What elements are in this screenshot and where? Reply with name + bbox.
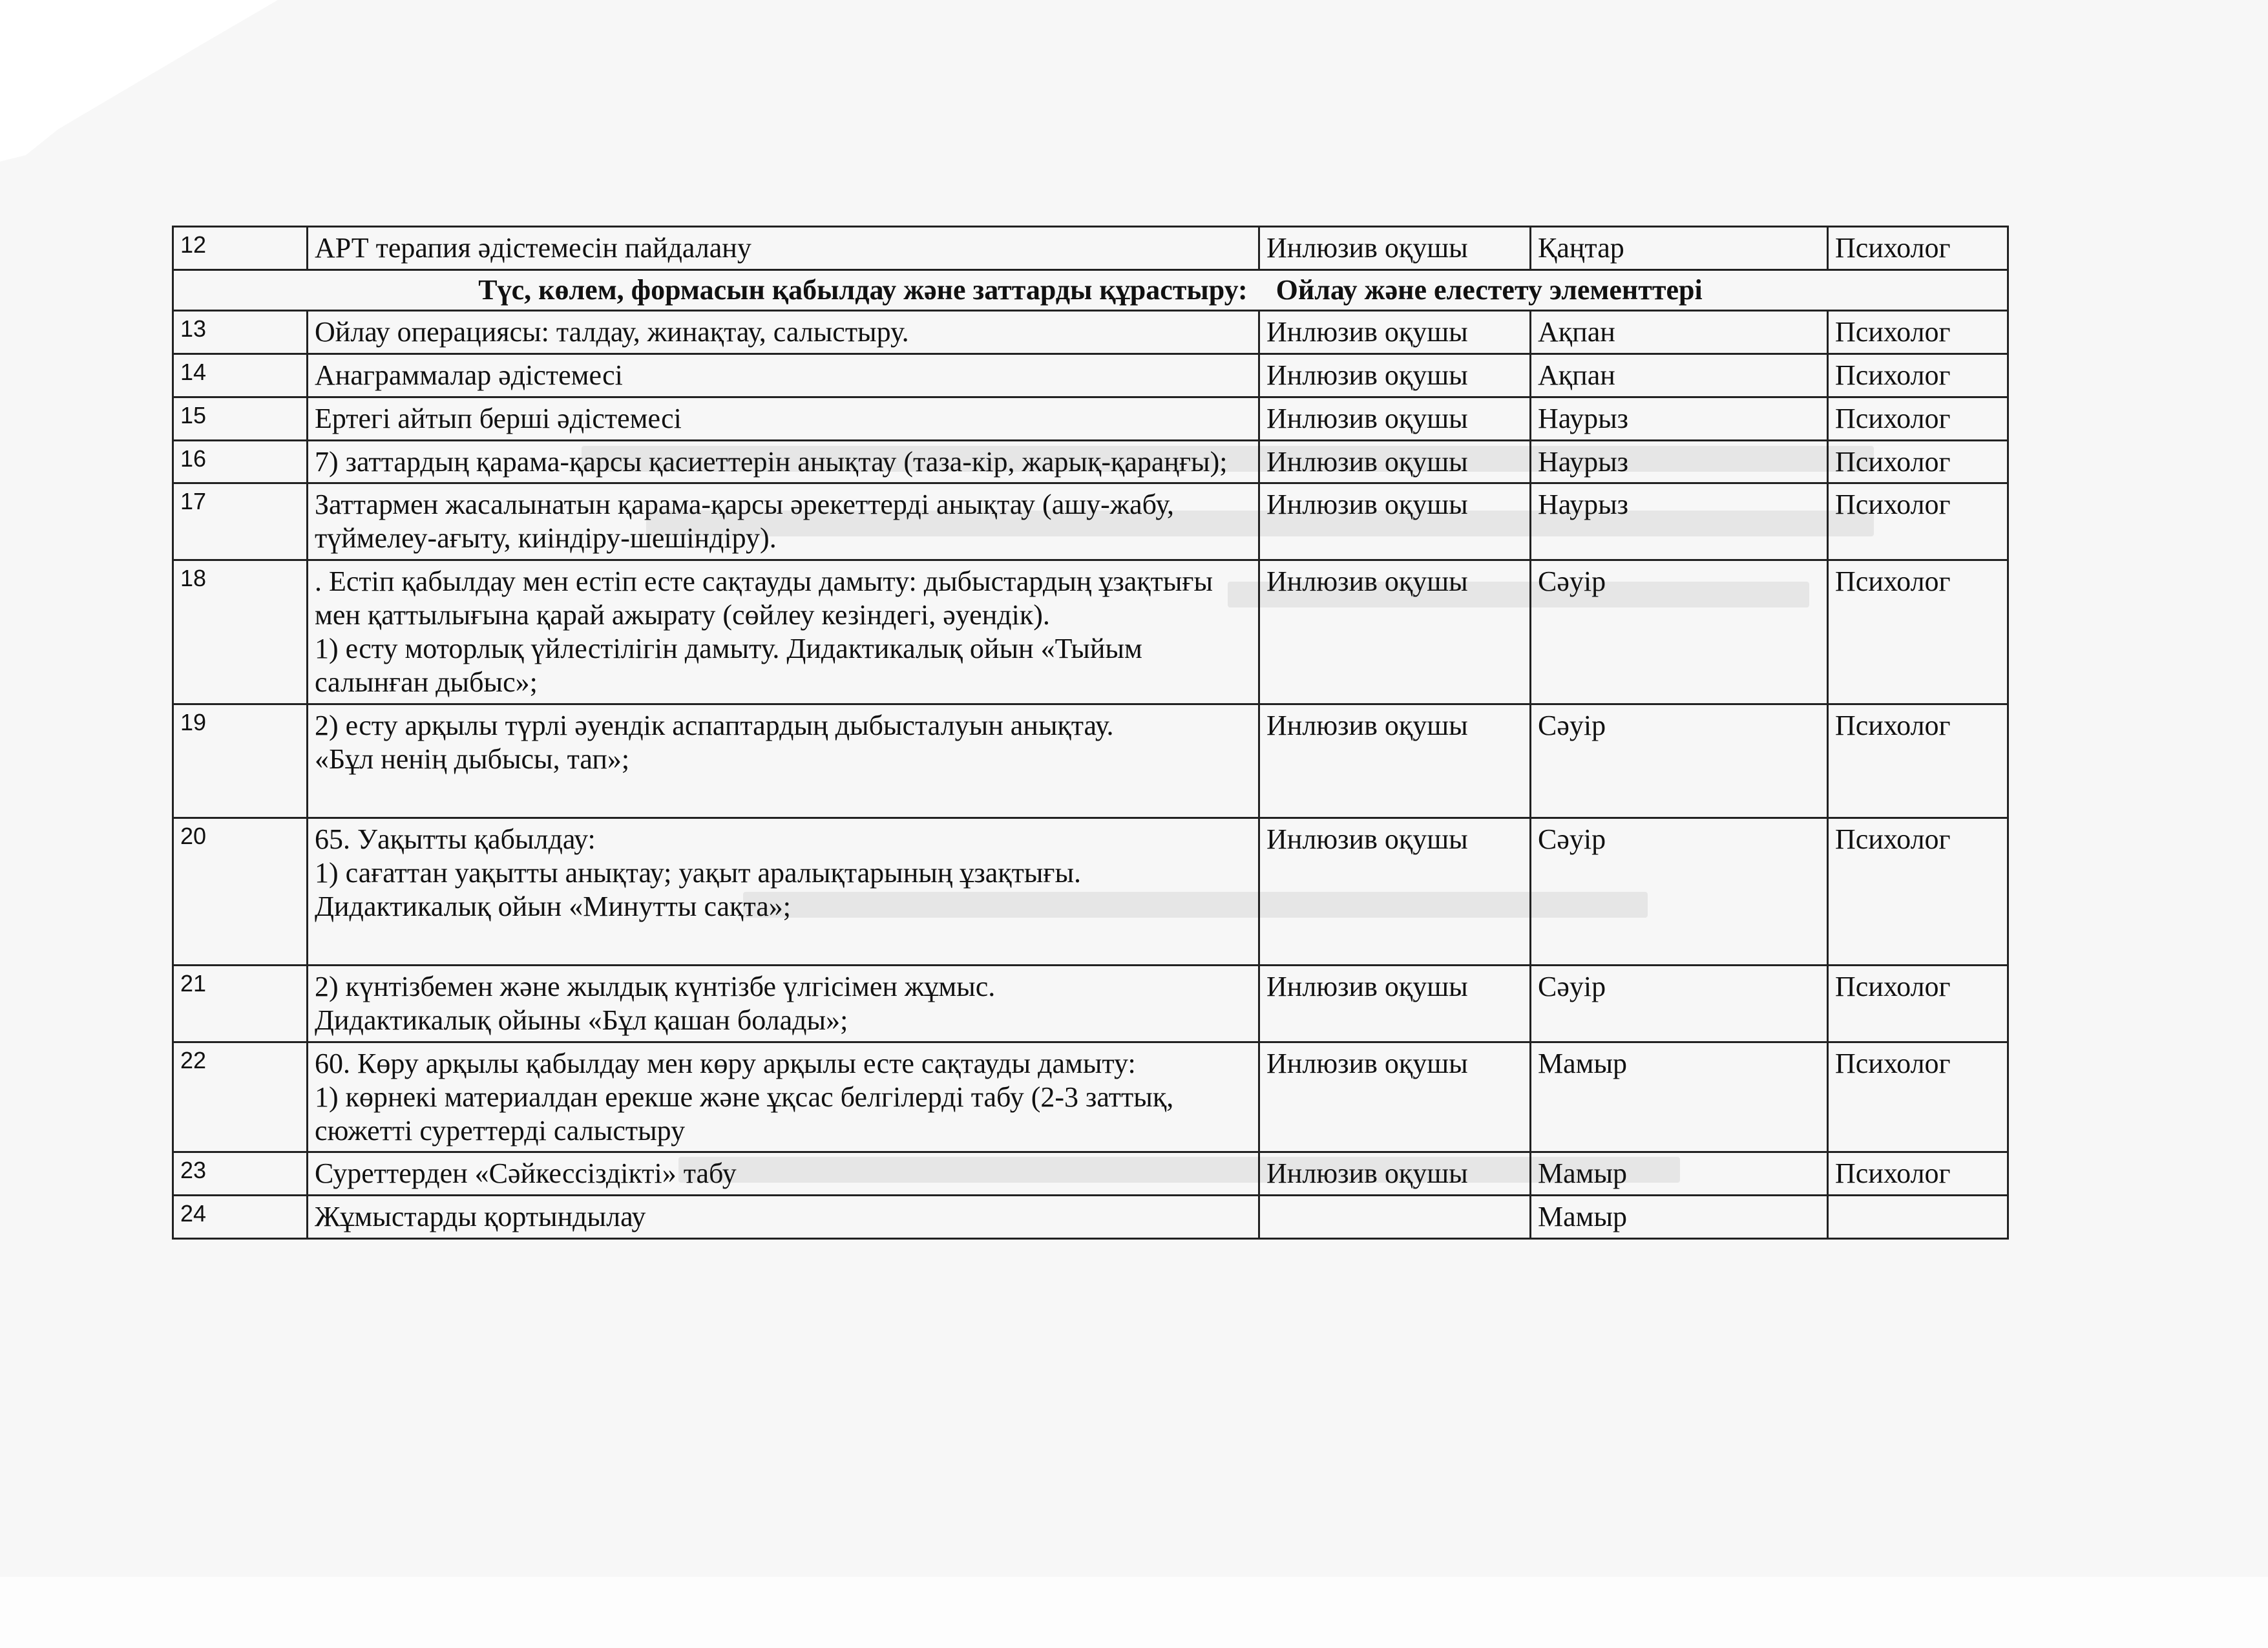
month: Мамыр: [1531, 1152, 1828, 1196]
month: Сәуір: [1531, 965, 1828, 1042]
row-number: 23: [173, 1152, 308, 1196]
responsible: Психолог: [1828, 1042, 2008, 1152]
participant: Инлюзив оқушы: [1259, 397, 1531, 440]
row-number: 19: [173, 704, 308, 818]
activity-text: [308, 1042, 1259, 1152]
row-number: 16: [173, 440, 308, 483]
row-number: 17: [173, 483, 308, 560]
row-number: 18: [173, 560, 308, 704]
table-row: [173, 310, 2008, 354]
activity-text-line: 1) есту моторлық үйлестілігін дамыту. Дидактикалық ойын «Тыйым салынған дыбыс»;: [315, 633, 1142, 698]
responsible: Психолог: [1828, 965, 2008, 1042]
month: Мамыр: [1531, 1196, 1828, 1239]
activity-text-line: . Естіп қабылдау мен естіп есте сақтауды дамыту: дыбыстардың ұзақтығы мен қаттылығына қарай ажырату (сөйлеу кезіндегі, әуендік).: [315, 565, 1213, 631]
month: Ақпан: [1531, 354, 1828, 397]
month: Наурыз: [1531, 440, 1828, 483]
participant: Инлюзив оқушы: [1259, 354, 1531, 397]
section-heading-row: [173, 269, 2008, 310]
section-heading-right: Ойлау және елестету элементтері: [1276, 273, 1703, 306]
activity-text: 7) заттардың қарама-қарсы қасиеттерін анықтау (таза-кір, жарық-қараңғы);: [308, 440, 1259, 483]
participant: Инлюзив оқушы: [1259, 965, 1531, 1042]
month: Сәуір: [1531, 818, 1828, 965]
activity-text-line: 1) сағаттан уақытты анықтау; уақыт аралықтарының ұзақтығы. Дидактикалық ойын «Минутты сақта»;: [315, 856, 1082, 922]
month: Наурыз: [1531, 397, 1828, 440]
table-row: [173, 440, 2008, 483]
month: Сәуір: [1531, 704, 1828, 818]
participant: Инлюзив оқушы: [1259, 560, 1531, 704]
participant: Инлюзив оқушы: [1259, 704, 1531, 818]
activity-text: [308, 704, 1259, 818]
activity-text-line: 2) есту арқылы түрлі әуендік аспаптардың дыбысталуын анықтау.: [315, 709, 1114, 741]
activity-text: АРТ терапия әдістемесін пайдалану: [308, 227, 1259, 270]
participant: Инлюзив оқушы: [1259, 1042, 1531, 1152]
responsible: Психолог: [1828, 1152, 2008, 1196]
table-row: [173, 397, 2008, 440]
responsible: Психолог: [1828, 704, 2008, 818]
participant: Инлюзив оқушы: [1259, 310, 1531, 354]
responsible: [1828, 1196, 2008, 1239]
participant: [1259, 1196, 1531, 1239]
responsible: Психолог: [1828, 818, 2008, 965]
participant: Инлюзив оқушы: [1259, 1152, 1531, 1196]
activity-text: [308, 965, 1259, 1042]
row-number: 14: [173, 354, 308, 397]
row-number: 24: [173, 1196, 308, 1239]
month: Ақпан: [1531, 310, 1828, 354]
activity-text-line: 1) көрнекі материалдан ерекше және ұқсас белгілерді табу (2-3 заттық, сюжетті суреттерді салыстыру: [315, 1081, 1174, 1146]
activity-text-line: 2) күнтізбемен және жылдық күнтізбе үлгісімен жұмыс.: [315, 970, 996, 1002]
table-row: [173, 818, 2008, 965]
participant: Инлюзив оқушы: [1259, 818, 1531, 965]
responsible: Психолог: [1828, 354, 2008, 397]
activity-text-line: 60. Көру арқылы қабылдау мен көру арқылы есте сақтауды дамыту:: [315, 1047, 1136, 1079]
participant: Инлюзив оқушы: [1259, 483, 1531, 560]
row-number: 20: [173, 818, 308, 965]
row-number: 15: [173, 397, 308, 440]
row-number: 13: [173, 310, 308, 354]
table-row: [173, 1042, 2008, 1152]
plan-table: [172, 226, 2009, 1240]
month: Қаңтар: [1531, 227, 1828, 270]
activity-text: Ертегі айтып берші әдістемесі: [308, 397, 1259, 440]
table-row: [173, 965, 2008, 1042]
row-number: 12: [173, 227, 308, 270]
responsible: Психолог: [1828, 440, 2008, 483]
activity-text: Ойлау операциясы: талдау, жинақтау, салыстыру.: [308, 310, 1259, 354]
participant: Инлюзив оқушы: [1259, 440, 1531, 483]
row-number: 22: [173, 1042, 308, 1152]
activity-text: [308, 560, 1259, 704]
row-number: 21: [173, 965, 308, 1042]
responsible: Психолог: [1828, 227, 2008, 270]
month: Мамыр: [1531, 1042, 1828, 1152]
table-row: [173, 704, 2008, 818]
section-heading: [173, 269, 2008, 310]
activity-text: Анаграммалар әдістемесі: [308, 354, 1259, 397]
month: Наурыз: [1531, 483, 1828, 560]
table-row: [173, 560, 2008, 704]
responsible: Психолог: [1828, 397, 2008, 440]
responsible: Психолог: [1828, 560, 2008, 704]
activity-text: [308, 818, 1259, 965]
activity-text: Суреттерден «Сәйкессіздікті» табу: [308, 1152, 1259, 1196]
section-heading-left: Түс, көлем, формасын қабылдау және заттарды құрастыру:: [478, 273, 1248, 306]
activity-text: Заттармен жасалынатын қарама-қарсы әрекеттерді анықтау (ашу-жабу, түймелеу-ағыту, киіндіру-шешіндіру).: [308, 483, 1259, 560]
activity-text-line: Дидактикалық ойыны «Бұл қашан болады»;: [315, 1004, 848, 1036]
table-row: [173, 1152, 2008, 1196]
participant: Инлюзив оқушы: [1259, 227, 1531, 270]
activity-text-line: «Бұл ненің дыбысы, тап»;: [315, 743, 630, 775]
table-row: [173, 354, 2008, 397]
activity-text-line: 65. Уақытты қабылдау:: [315, 823, 596, 855]
activity-text: Жұмыстарды қортындылау: [308, 1196, 1259, 1239]
table-row: [173, 483, 2008, 560]
responsible: Психолог: [1828, 310, 2008, 354]
month: Сәуір: [1531, 560, 1828, 704]
table-row: [173, 1196, 2008, 1239]
responsible: Психолог: [1828, 483, 2008, 560]
table-row: [173, 227, 2008, 270]
